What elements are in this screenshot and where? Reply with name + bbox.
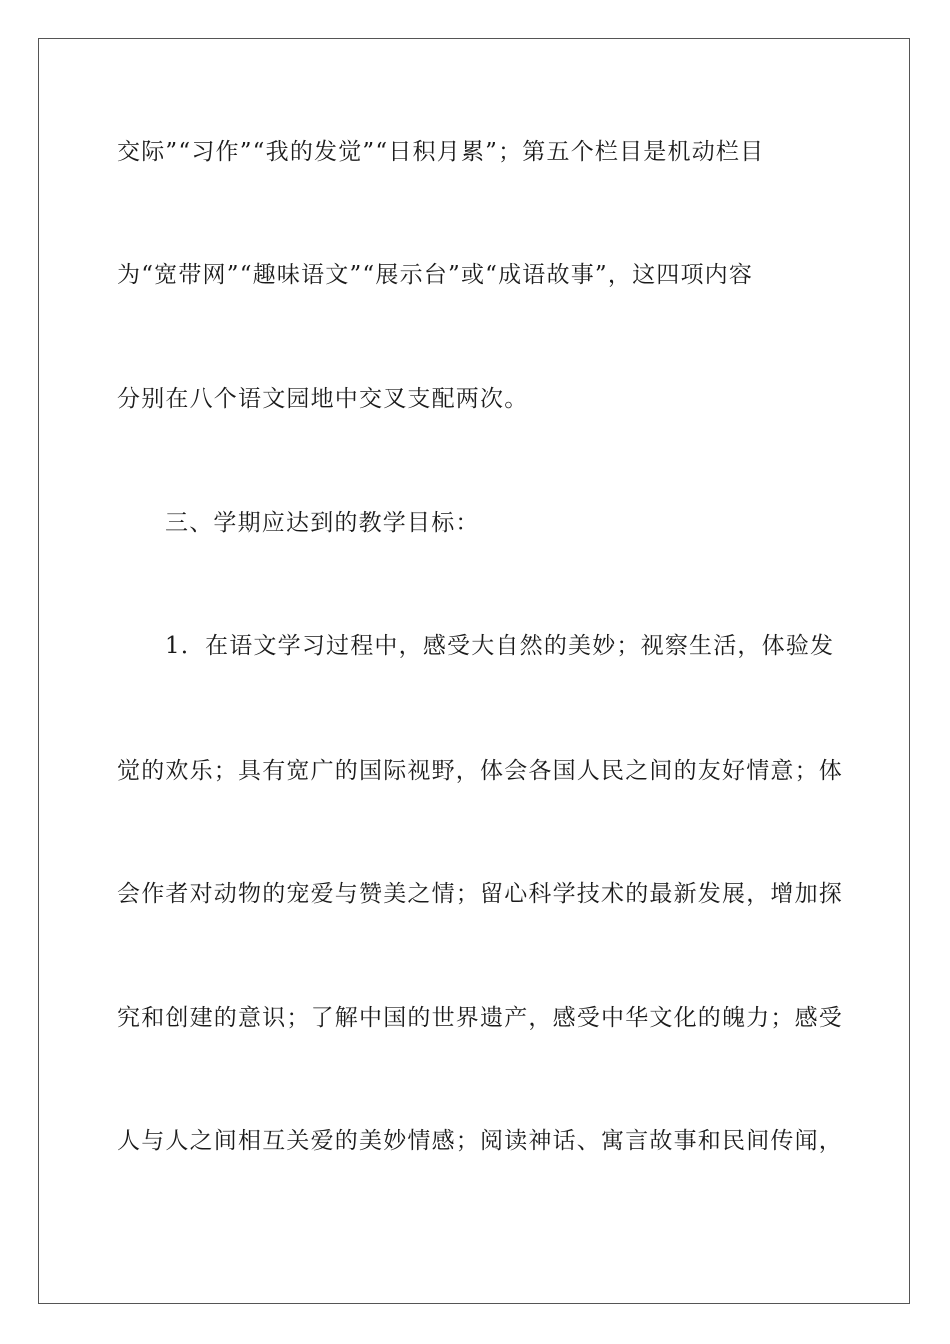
body-text-line: 究和创建的意识；了解中国的世界遗产，感受中华文化的魄力；感受	[117, 1005, 843, 1031]
body-text-line: 1．在语文学习过程中，感受大自然的美妙；视察生活，体验发	[165, 633, 835, 659]
section-heading: 三、学期应达到的教学目标：	[165, 510, 480, 536]
body-text-line: 觉的欢乐；具有宽广的国际视野，体会各国人民之间的友好情意；体	[117, 758, 843, 784]
body-text-line: 会作者对动物的宠爱与赞美之情；留心科学技术的最新发展，增加探	[117, 881, 843, 907]
page-frame	[38, 38, 910, 1304]
body-text-line: 为“宽带网”“趣味语文”“展示台”或“成语故事”，这四项内容	[117, 262, 754, 288]
body-text-line: 人与人之间相互关爱的美妙情感；阅读神话、寓言故事和民间传闻，	[117, 1128, 843, 1154]
body-text-line: 分别在八个语文园地中交叉支配两次。	[117, 386, 529, 412]
body-text-line: 交际”“习作”“我的发觉”“日积月累”；第五个栏目是机动栏目	[117, 139, 765, 165]
